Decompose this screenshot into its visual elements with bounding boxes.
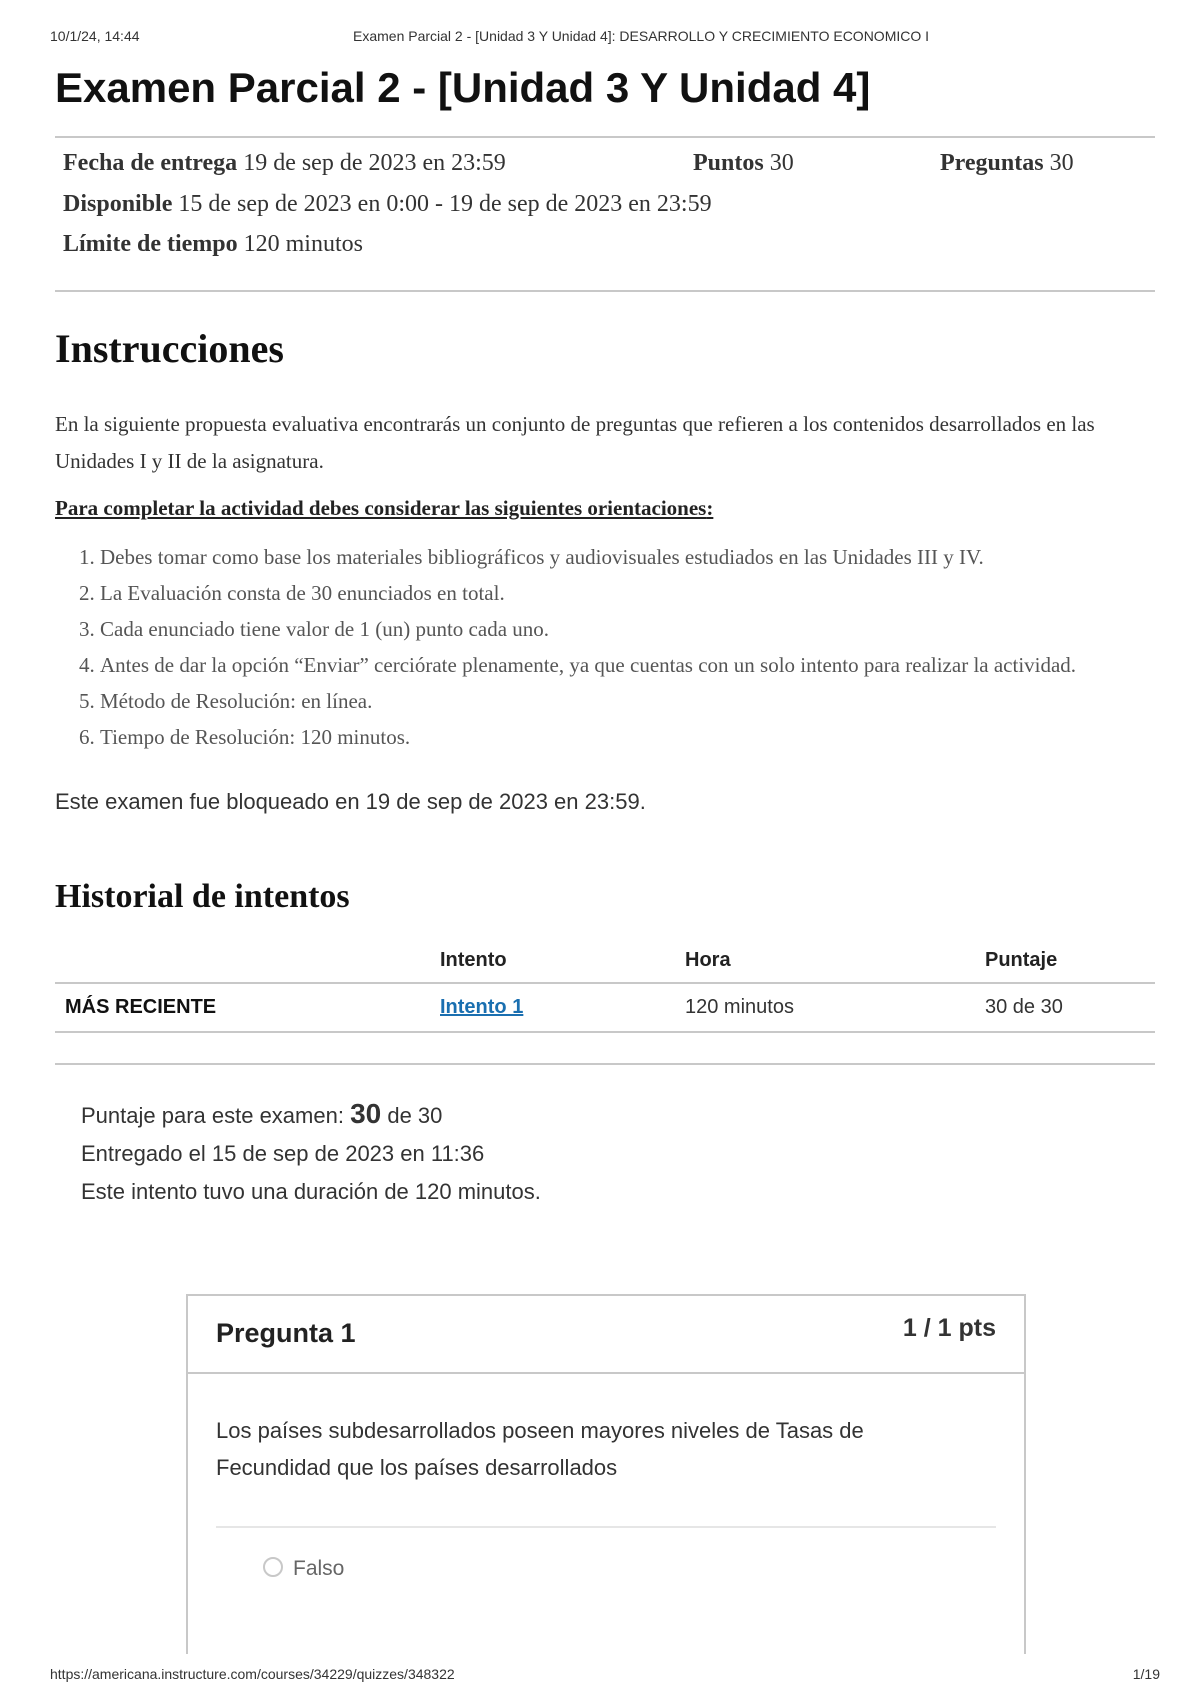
score-prefix: Puntaje para este examen:	[81, 1103, 351, 1128]
divider	[55, 290, 1155, 292]
latest-label: MÁS RECIENTE	[55, 983, 430, 1032]
duration-line: Este intento tuvo una duración de 120 minutos.	[81, 1179, 541, 1204]
quiz-title: Examen Parcial 2 - [Unidad 3 Y Unidad 4]	[55, 64, 871, 111]
orientation-item: 3. Cada enunciado tiene valor de 1 (un) punto cada uno.	[100, 611, 1155, 647]
question-card	[186, 1294, 1026, 1654]
time-cell: 120 minutos	[675, 983, 975, 1032]
orientations-text: Para completar la actividad debes considerar las siguientes orientaciones	[55, 496, 707, 520]
divider	[55, 1063, 1155, 1065]
question-header	[188, 1296, 1024, 1374]
quiz-content	[55, 60, 1155, 1211]
points-value: 30	[769, 150, 794, 176]
due-date-value: 19 de sep de 2023 en 23:59	[243, 150, 506, 176]
column-header-attempt: Intento	[430, 939, 675, 983]
column-header-score: Puntaje	[975, 939, 1155, 983]
time-limit-label: Límite de tiempo	[63, 231, 238, 257]
orientation-item: 2. La Evaluación consta de 30 enunciados en total.	[100, 575, 1155, 611]
due-date-row	[63, 150, 506, 177]
column-header-empty	[55, 939, 430, 983]
answer-option-label: Falso	[293, 1557, 345, 1580]
orientation-item: 6. Tiempo de Resolución: 120 minutos.	[100, 719, 1155, 755]
table-row	[55, 983, 1155, 1032]
answer-option[interactable]	[263, 1557, 344, 1581]
score-line	[81, 1095, 1155, 1135]
score-suffix: de 30	[381, 1103, 443, 1128]
submitted-line: Entregado el 15 de sep de 2023 en 11:36	[81, 1141, 485, 1166]
due-date-label: Fecha de entrega	[63, 150, 238, 176]
available-value: 15 de sep de 2023 en 0:00 - 19 de sep de 2023 en 23:59	[178, 191, 712, 217]
answer-divider	[216, 1526, 996, 1528]
questions-label: Preguntas	[940, 150, 1044, 176]
score-cell: 30 de 30	[975, 983, 1155, 1032]
orientation-item: 4. Antes de dar la opción “Enviar” cerciórate plenamente, ya que cuentas con un solo intento para realizar la actividad.	[100, 647, 1155, 683]
print-datetime: 10/1/24, 14:44	[50, 28, 140, 44]
attempt-summary	[81, 1095, 1155, 1211]
locked-notice: Este examen fue bloqueado en 19 de sep de 2023 en 23:59.	[55, 789, 646, 814]
questions-value: 30	[1049, 150, 1074, 176]
attempt-1-link[interactable]: Intento 1	[440, 996, 524, 1018]
history-heading: Historial de intentos	[55, 878, 350, 915]
score-value: 30	[350, 1098, 382, 1129]
orientation-item: 5. Método de Resolución: en línea.	[100, 683, 1155, 719]
instructions-heading: Instrucciones	[55, 326, 284, 371]
available-row	[63, 191, 712, 218]
table-header-row	[55, 939, 1155, 983]
available-label: Disponible	[63, 191, 173, 217]
question-points: 1 / 1 pts	[902, 1314, 996, 1342]
print-url: https://americana.instructure.com/courses/34229/quizzes/348322	[50, 1666, 455, 1682]
orientations-heading	[55, 496, 1155, 521]
time-limit-value: 120 minutos	[243, 231, 363, 257]
column-header-time: Hora	[675, 939, 975, 983]
radio-icon[interactable]	[263, 1557, 283, 1577]
orientations-colon: :	[706, 496, 714, 520]
question-text: Los países subdesarrollados poseen mayores niveles de Tasas de Fecundidad que los países desarrollados	[216, 1418, 864, 1480]
quiz-details	[55, 138, 1155, 290]
question-title: Pregunta 1	[216, 1318, 356, 1348]
points-label: Puntos	[693, 150, 764, 176]
attempt-cell	[430, 983, 675, 1032]
questions-row	[940, 150, 1074, 177]
orientation-item: 1. Debes tomar como base los materiales bibliográficos y audiovisuales estudiados en las Unidades III y IV.	[100, 539, 1155, 575]
attempt-history-table	[55, 939, 1155, 1033]
print-page-title: Examen Parcial 2 - [Unidad 3 Y Unidad 4]: DESARROLLO Y CRECIMIENTO ECONOMICO I	[353, 28, 930, 44]
page-number: 1/19	[1132, 1666, 1160, 1682]
orientations-list	[55, 539, 1155, 755]
points-row	[693, 150, 794, 177]
time-limit-row	[63, 231, 363, 258]
instructions-intro: En la siguiente propuesta evaluativa encontrarás un conjunto de preguntas que refieren a los contenidos desarrollados en las Unidades I y II de la asignatura.	[55, 412, 1095, 473]
